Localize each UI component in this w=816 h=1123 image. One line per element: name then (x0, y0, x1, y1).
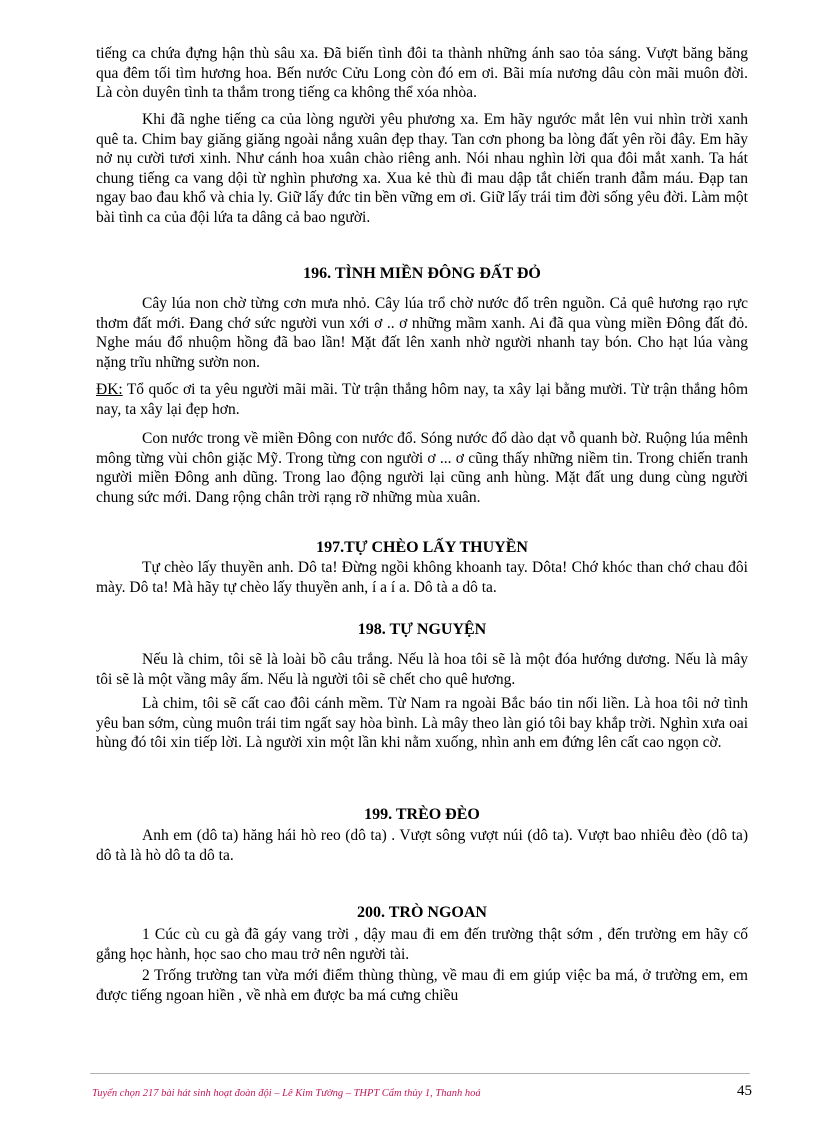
chorus-label: ĐK: (96, 381, 123, 398)
paragraph-continued-verse: tiếng ca chứa đựng hận thù sâu xa. Đã biến tình đôi ta thành những ánh sao tỏa sáng. Vượt băng băng qua đêm tối tìm hương hoa. Bến nước Cửu Long còn đó em ơi. Bãi mía nương dâu còn mãi muôn đời. Là còn duyên tình ta thắm trong tiếng ca không thể xóa nhòa. (96, 45, 748, 101)
song-198-verse-2: Là chim, tôi sẽ cất cao đôi cánh mềm. Từ Nam ra ngoài Bắc báo tin nối liền. Là hoa tôi nở tình yêu ban sớm, cùng muôn trái tim ngất say hòa bình. Là mây theo làn gió tôi bay khắp trời. Nghìn xưa oai hùng đó tôi xin tiếp lời. Là người xin một lần khi nằm xuống, nhìn anh em đứng lên cất cao ngọn cờ. (96, 695, 748, 751)
song-196-title: 196. TÌNH MIỀN ĐÔNG ĐẤT ĐỎ (303, 265, 541, 282)
footer-divider (90, 1073, 750, 1074)
page-number: 45 (737, 1083, 752, 1099)
footer-caption: Tuyển chọn 217 bài hát sinh hoạt đoàn đội – Lê Kim Tường – THPT Cẩm thủy 1, Thanh hoá (92, 1088, 481, 1099)
song-197-verse: Tự chèo lấy thuyền anh. Dô ta! Đừng ngồi không khoanh tay. Dôta! Chớ khóc than chớ chau đôi mày. Dô ta! Mà hãy tự chèo lấy thuyền anh, í a í a. Dô tà a dô ta. (96, 559, 748, 596)
paragraph-second-verse: Khi đã nghe tiếng ca của lòng người yêu phương xa. Em hãy ngước mắt lên vui nhìn trời xanh quê ta. Chim bay giăng giăng ngoài nắng xuân đẹp thay. Tan cơn phong ba lòng đất yên rồi đây. Em hãy nở nụ cười tươi xinh. Như cánh hoa xuân chào riêng anh. Nói nhau nghìn lời qua đôi mắt xanh. Ta hát chung tiếng ca vang dội từ nghìn phương xa. Xua kẻ thù đi mau dập tắt chiến tranh đẫm máu. Đạp tan ngay bao đau khổ và chia ly. Giữ lấy đức tin bền vững em ơi. Giữ lấy trái tim đời sống yêu đời. Làm một bài tình ca của đội lứa ta dâng cả bao người. (96, 111, 748, 226)
song-200-title: 200. TRÒ NGOAN (357, 904, 487, 921)
song-197-title: 197.TỰ CHÈO LẤY THUYỀN (316, 539, 528, 556)
song-200-verse-2: 2 Trống trường tan vừa mới điểm thùng thùng, về mau đi em giúp việc ba má, ở trường em, em được tiếng ngoan hiền , về nhà em được ba má cưng chiều (96, 967, 748, 1004)
song-196-verse-1: Cây lúa non chờ từng cơn mưa nhỏ. Cây lúa trổ chờ nước đổ trên nguồn. Cả quê hương rạo rực thơm đất mới. Đang chớ sức người vun xới ơ .. ơ những mầm xanh. Ai đã qua vùng miền Đông đất đỏ. Nghe máu đổ nhuộm hồng đã bao lần! Mặt đất lên xanh nhờ người nhanh tay bón. Cho hạt lúa vàng nặng trĩu những sườn non. (96, 295, 748, 371)
song-196-chorus (96, 380, 748, 419)
song-199-title: 199. TRÈO ĐÈO (364, 806, 480, 823)
song-199-verse: Anh em (dô ta) hăng hái hò reo (dô ta) . Vượt sông vượt núi (dô ta). Vượt bao nhiêu đèo (dô ta) dô tà là hò dô ta dô ta. (96, 827, 748, 864)
song-198-verse-1: Nếu là chim, tôi sẽ là loài bồ câu trắng. Nếu là hoa tôi sẽ là một đóa hướng dương. Nếu là mây tôi sẽ là một vầng mây ấm. Nếu là người tôi sẽ chết cho quê hương. (96, 651, 748, 688)
song-200-verse-1: 1 Cúc cù cu gà đã gáy vang trời , dậy mau đi em đến trường thật sớm , đến trường em hãy cố gắng học hành, học sao cho mau trở nên người tài. (96, 926, 748, 963)
song-196-verse-2: Con nước trong về miền Đông con nước đổ. Sóng nước đổ dào dạt vỗ quanh bờ. Ruộng lúa mênh mông từng vùi chôn giặc Mỹ. Trong từng con người ơ ... ơ cũng thấy những niềm tin. Trong chiến tranh người miền Đông anh dũng. Trong lao động người lại cũng anh hùng. Mặt đất ung dung cùng người chung sức mới. Dang rộng chân trời rạng rỡ những mùa xuân. (96, 430, 748, 506)
chorus-text: Tổ quốc ơi ta yêu người mãi mãi. Từ trận thắng hôm nay, ta xây lại bằng mười. Từ trận thắng hôm nay, ta xây lại đẹp hơn. (96, 381, 748, 418)
song-198-title: 198. TỰ NGUYỆN (357, 621, 487, 638)
